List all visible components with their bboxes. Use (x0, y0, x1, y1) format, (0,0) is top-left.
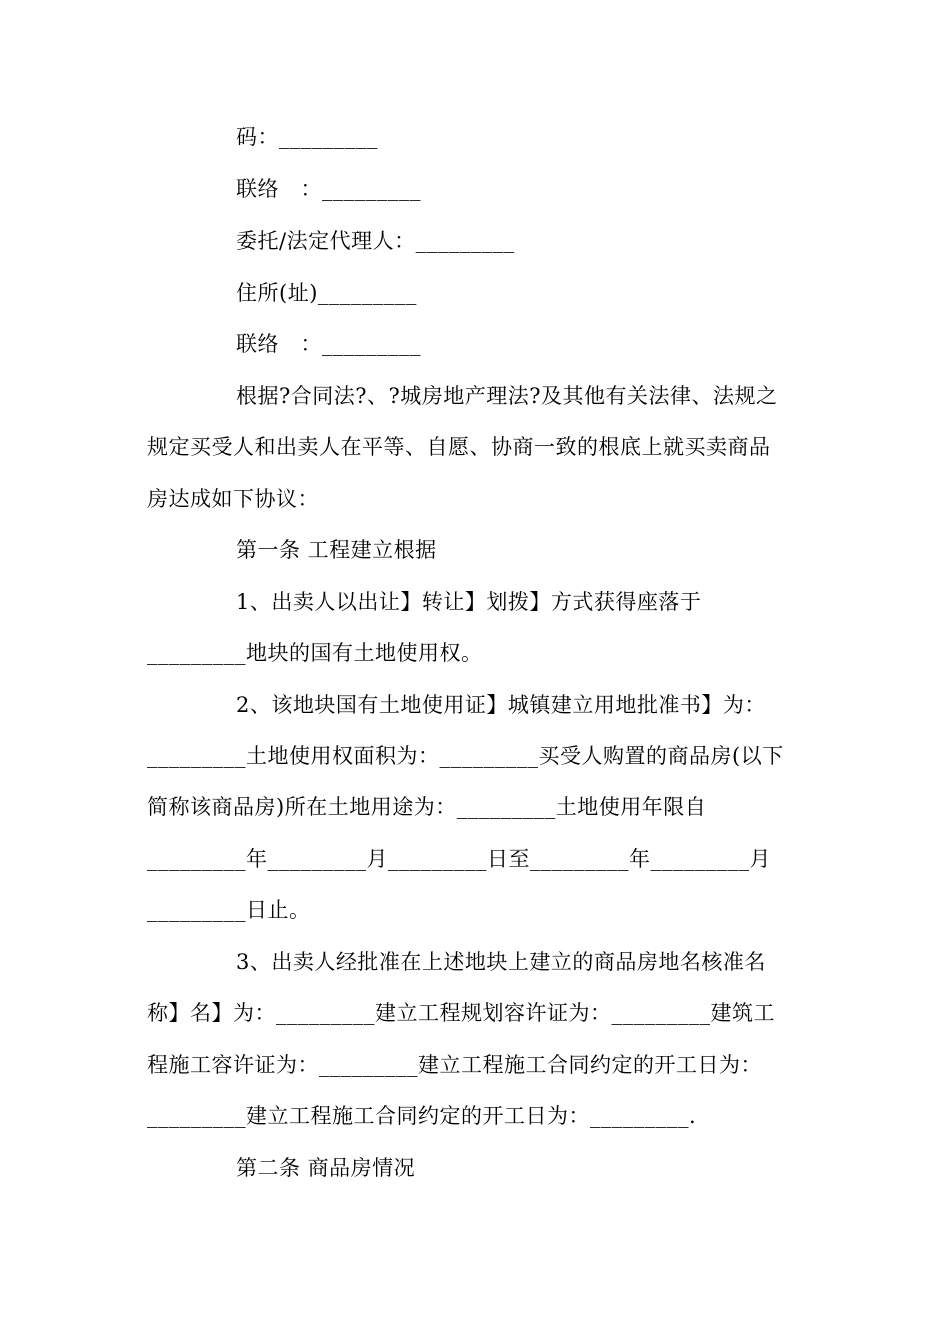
doc-line-contact-field-2: 联络 ：_________ (236, 332, 421, 356)
doc-line-preamble-2: 规定买受人和出卖人在平等、自愿、协商一致的根底上就买卖商品 (147, 435, 771, 459)
doc-line-clause-2c: 简称该商品房)所在土地用途为：_________土地使用年限自 (147, 795, 707, 819)
doc-line-clause-2e: _________日止。 (147, 898, 311, 922)
doc-line-address-field: 住所(址)_________ (236, 281, 417, 305)
doc-line-clause-2b: _________土地使用权面积为：_________买受人购置的商品房(以下 (147, 744, 784, 768)
doc-line-clause-3b: 称】名】为：_________建立工程规划容许证为：_________建筑工 (147, 1001, 775, 1025)
doc-line-clause-3a: 3、出卖人经批准在上述地块上建立的商品房地名核准名 (236, 950, 766, 974)
doc-line-contact-field: 联络 ：_________ (236, 177, 421, 201)
doc-line-clause-2d: _________年_________月_________日至_________年_________月 (147, 847, 771, 871)
doc-line-clause-3c: 程施工容许证为：_________建立工程施工合同约定的开工日为： (147, 1053, 762, 1077)
doc-line-clause-1a: 1、出卖人以出让】转让】划拨】方式获得座落于 (236, 590, 702, 614)
article-2-heading: 第二条 商品房情况 (236, 1156, 416, 1180)
doc-line-clause-3d: _________建立工程施工合同约定的开工日为：_________. (147, 1104, 697, 1128)
article-1-heading: 第一条 工程建立根据 (236, 538, 437, 562)
doc-line-preamble-1: 根据?合同法?、?城房地产理法?及其他有关法律、法规之 (236, 384, 778, 408)
doc-line-code-field: 码：_________ (236, 125, 378, 149)
doc-line-clause-2a: 2、该地块国有土地使用证】城镇建立用地批准书】为： (236, 693, 766, 717)
doc-line-preamble-3: 房达成如下协议： (147, 487, 319, 511)
doc-line-agent-field: 委托/法定代理人：_________ (236, 229, 515, 253)
doc-line-clause-1b: _________地块的国有土地使用权。 (147, 641, 483, 665)
